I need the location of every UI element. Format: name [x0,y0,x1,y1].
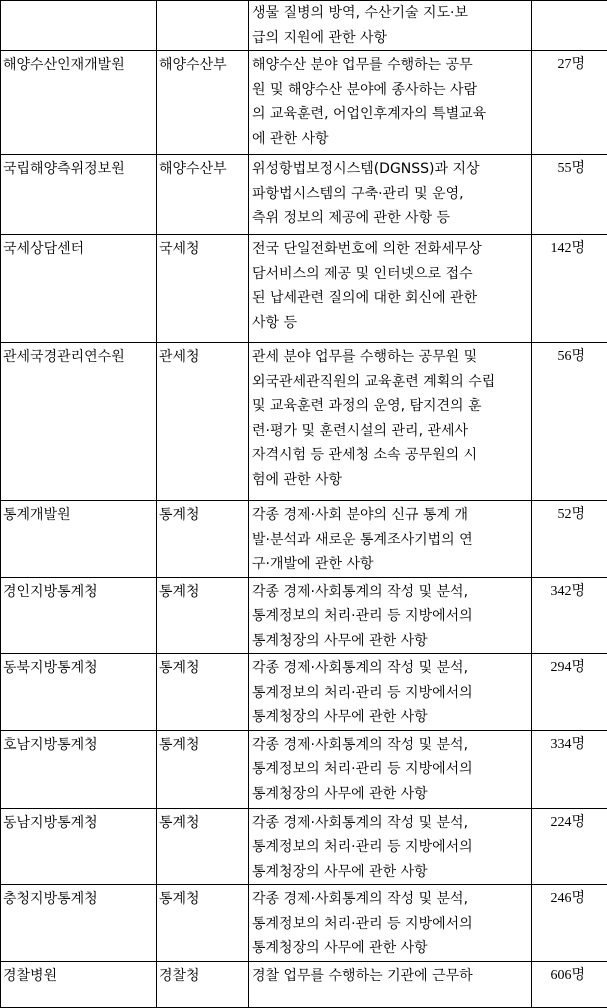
org-name-cell: 국세상담센터 [1,235,157,343]
staff-count-cell: 606명 [532,961,607,1007]
staff-count-cell: 55명 [532,155,607,235]
description-cell: 각종 경제·사회통계의 작성 및 분석, 통계정보의 처리·관리 등 지방에서의 통계청장의 사무에 관한 사항 [249,808,532,885]
ministry-cell: 국세청 [157,235,249,343]
description-cell: 각종 경제·사회통계의 작성 및 분석, 통계정보의 처리·관리 등 지방에서의 통계청장의 사무에 관한 사항 [249,730,532,808]
org-name-cell: 경인지방통계청 [1,577,157,654]
staff-count-cell: 56명 [532,343,607,501]
org-name-cell: 경찰병원 [1,961,157,1007]
table-row [1,155,607,235]
ministry-cell: 해양수산부 [157,51,249,155]
table-row [1,808,607,885]
description-cell: 해양수산 분야 업무를 수행하는 공무 원 및 해양수산 분야에 종사하는 사람 의 교육훈련, 어업인후계자의 특별교육 에 관한 사항 [249,51,532,155]
description-cell: 생물 질병의 방역, 수산기술 지도·보 급의 지원에 관한 사항 [249,1,532,51]
org-name-cell: 동북지방통계청 [1,654,157,731]
staff-count-cell [532,1,607,51]
description-cell: 각종 경제·사회 분야의 신규 통계 개 발·분석과 새로운 통계조사기법의 연 구·개발에 관한 사항 [249,501,532,578]
staff-count-cell: 142명 [532,235,607,343]
ministry-cell: 해양수산부 [157,155,249,235]
staff-count-cell: 294명 [532,654,607,731]
description-cell: 경찰 업무를 수행하는 기관에 근무하 [249,961,532,1007]
ministry-cell: 통계청 [157,577,249,654]
ministry-cell: 관세청 [157,343,249,501]
staff-count-cell: 342명 [532,577,607,654]
org-name-cell: 국립해양측위정보원 [1,155,157,235]
org-name-cell: 호남지방통계청 [1,730,157,808]
staff-count-cell: 52명 [532,501,607,578]
table-row [1,1,607,51]
table-row [1,501,607,578]
table-row [1,885,607,962]
staff-count-cell: 334명 [532,730,607,808]
ministry-cell: 통계청 [157,885,249,962]
org-name-cell: 해양수산인재개발원 [1,51,157,155]
staff-count-cell: 27명 [532,51,607,155]
table-row [1,654,607,731]
org-name-cell: 동남지방통계청 [1,808,157,885]
table-row [1,577,607,654]
org-name-cell [1,1,157,51]
ministry-cell [157,1,249,51]
staff-count-cell: 246명 [532,885,607,962]
description-cell: 각종 경제·사회통계의 작성 및 분석, 통계정보의 처리·관리 등 지방에서의 통계청장의 사무에 관한 사항 [249,577,532,654]
description-cell: 위성항법보정시스템(DGNSS)과 지상 파항법시스템의 구축·관리 및 운영, 측위 정보의 제공에 관한 사항 등 [249,155,532,235]
org-name-cell: 관세국경관리연수원 [1,343,157,501]
org-name-cell: 통계개발원 [1,501,157,578]
ministry-cell: 통계청 [157,808,249,885]
org-name-cell: 충청지방통계청 [1,885,157,962]
ministry-cell: 통계청 [157,654,249,731]
ministry-cell: 통계청 [157,730,249,808]
description-cell: 각종 경제·사회통계의 작성 및 분석, 통계정보의 처리·관리 등 지방에서의 통계청장의 사무에 관한 사항 [249,654,532,731]
table-row [1,235,607,343]
ministry-cell: 통계청 [157,501,249,578]
staff-count-cell: 224명 [532,808,607,885]
table-row [1,343,607,501]
ministry-cell: 경찰청 [157,961,249,1007]
table-row [1,961,607,1007]
table-row [1,51,607,155]
description-cell: 전국 단일전화번호에 의한 전화세무상 담서비스의 제공 및 인터넷으로 접수 된 납세관련 질의에 대한 회신에 관한 사항 등 [249,235,532,343]
description-cell: 각종 경제·사회통계의 작성 및 분석, 통계정보의 처리·관리 등 지방에서의 통계청장의 사무에 관한 사항 [249,885,532,962]
description-cell: 관세 분야 업무를 수행하는 공무원 및 외국관세관직원의 교육훈련 계획의 수립 및 교육훈련 과정의 운영, 탐지견의 훈 련·평가 및 훈련시설의 관리, 관세사 자격시험 등 관세청 소속 공무원의 시 험에 관한 사항 [249,343,532,501]
table-row [1,730,607,808]
